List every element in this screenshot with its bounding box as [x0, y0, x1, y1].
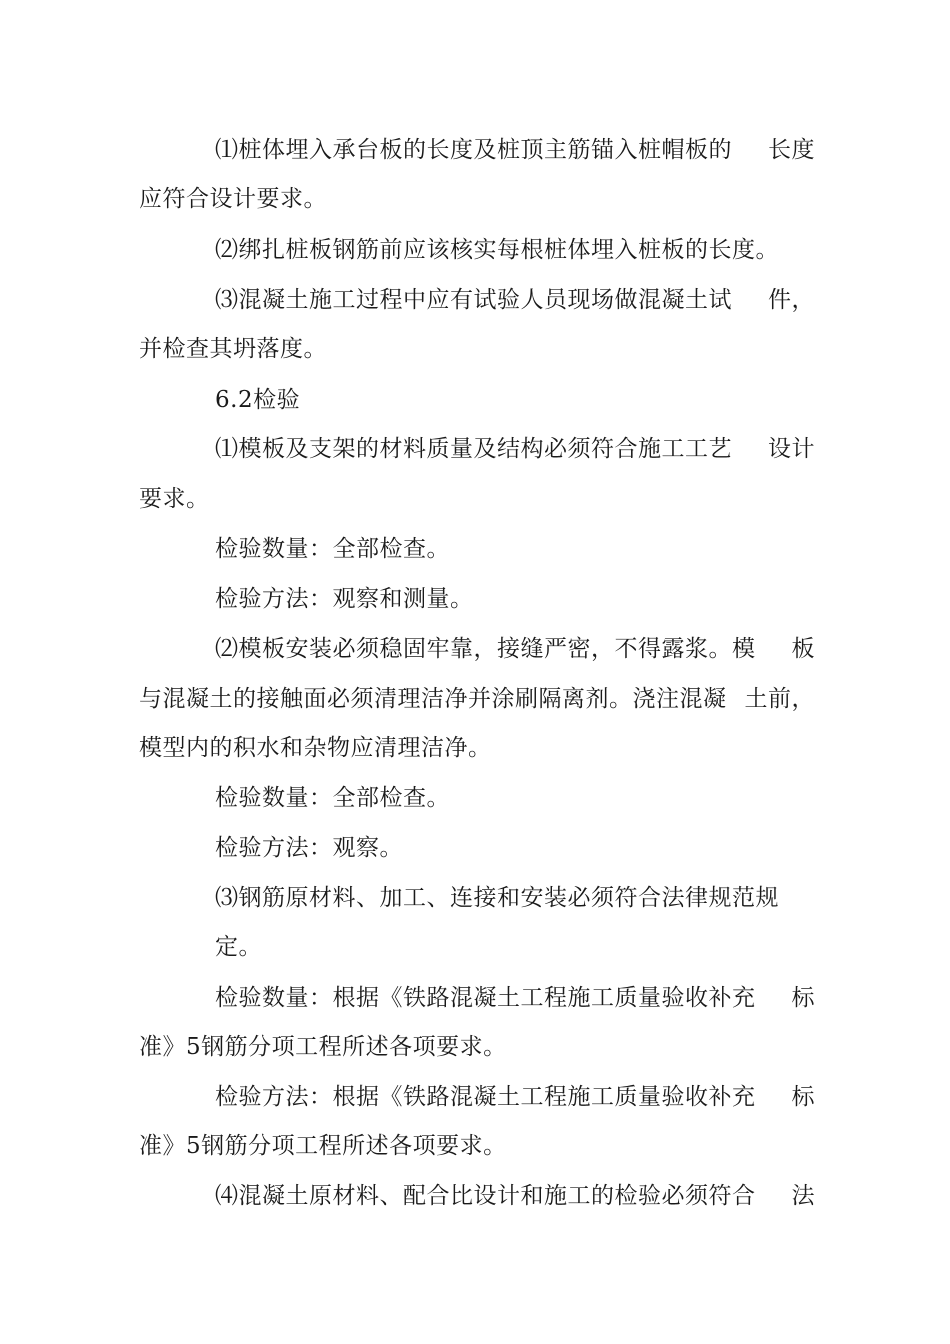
line-text-tail: 标 [791, 1084, 815, 1110]
line-text-tail: 设计 [768, 436, 815, 462]
line-text-tail: 长度 [768, 137, 815, 163]
line-text: 应符合设计要求。 [139, 186, 327, 212]
paragraph-line [215, 135, 815, 165]
line-text: 检验方法：观察。 [215, 835, 403, 861]
paragraph-line [215, 634, 815, 664]
line-text: 模型内的积水和杂物应清理洁净。 [139, 735, 492, 761]
line-text-tail: 度。 [732, 237, 779, 263]
paragraph-line [215, 883, 779, 913]
line-text: ⑵绑扎桩板钢筋前应该核实每根桩体埋入桩板的长 [215, 237, 732, 263]
section-heading-text: 6.2检验 [215, 387, 301, 413]
paragraph-line [139, 184, 327, 214]
line-text: 检验数量：全部检查。 [215, 785, 450, 811]
line-text: 并检查其坍落度。 [139, 336, 327, 362]
line-text-tail: 法 [791, 1183, 815, 1209]
paragraph-line [139, 484, 210, 514]
paragraph-line [215, 235, 778, 265]
line-text: ⑶钢筋原材料、加工、连接和安装必须符合法律规范规 [215, 885, 779, 911]
line-text-tail: 件， [768, 287, 815, 313]
line-text: 检验数量：全部检查。 [215, 536, 450, 562]
paragraph-line [139, 733, 492, 763]
line-text: 要求。 [139, 486, 210, 512]
paragraph-line [215, 584, 474, 614]
line-text: 检验方法：观察和测量。 [215, 586, 474, 612]
paragraph-line [215, 833, 403, 863]
line-text: ⑶混凝土施工过程中应有试验人员现场做混凝土试 [215, 287, 732, 313]
line-text: ⑴模板及支架的材料质量及结构必须符合施工工艺 [215, 436, 732, 462]
line-text: 准》5钢筋分项工程所述各项要求。 [139, 1133, 507, 1159]
paragraph-line [215, 932, 262, 962]
line-text-tail: 土前， [744, 686, 815, 712]
line-text: 定。 [215, 934, 262, 960]
paragraph-line [139, 1131, 507, 1161]
line-text: ⑴桩体埋入承台板的长度及桩顶主筋锚入桩帽板的 [215, 137, 732, 163]
line-text: ⑷混凝土原材料、配合比设计和施工的检验必须符合 [215, 1183, 756, 1209]
paragraph-line [139, 684, 815, 714]
paragraph-line [215, 285, 815, 315]
line-text: 与混凝土的接触面必须清理洁净并涂刷隔离剂。浇注混凝 [139, 686, 727, 712]
paragraph-line [215, 1181, 815, 1211]
line-text: 准》5钢筋分项工程所述各项要求。 [139, 1034, 507, 1060]
paragraph-line [139, 1032, 507, 1062]
line-text: 检验数量：根据《铁路混凝土工程施工质量验收补充 [215, 985, 756, 1011]
section-heading [215, 385, 300, 415]
paragraph-line [215, 1082, 815, 1112]
line-text-tail: 标 [791, 985, 815, 1011]
paragraph-line [215, 534, 450, 564]
paragraph-line [215, 983, 815, 1013]
line-text-tail: 板 [791, 636, 815, 662]
line-text: 检验方法：根据《铁路混凝土工程施工质量验收补充 [215, 1084, 756, 1110]
line-text: ⑵模板安装必须稳固牢靠，接缝严密，不得露浆。模 [215, 636, 756, 662]
paragraph-line [215, 434, 815, 464]
paragraph-line [139, 334, 327, 364]
paragraph-line [215, 783, 450, 813]
